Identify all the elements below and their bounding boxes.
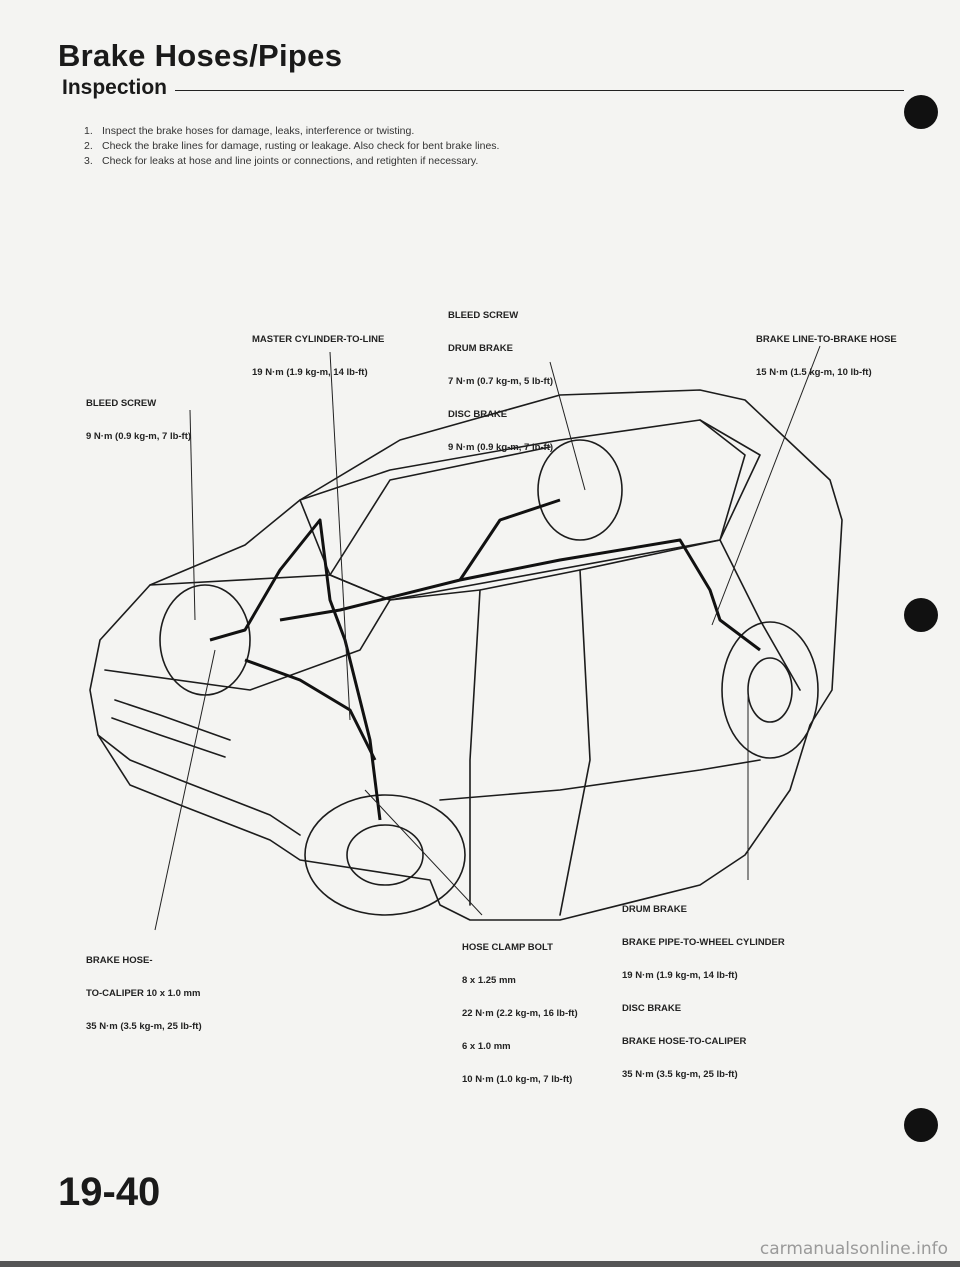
brake-line-center: [245, 660, 375, 760]
rear-wheel-right-hub: [748, 658, 792, 722]
step-item: 3. Check for leaks at hose and line joints or connections, and retighten if necessary.: [84, 155, 479, 167]
watermark: carmanualsonline.info: [759, 1239, 948, 1259]
step-item: 1. Inspect the brake hoses for damage, leaks, interference or twisting.: [84, 125, 415, 137]
label-drum-disc-rear: DRUM BRAKE BRAKE PIPE-TO-WHEEL CYLINDER 19 N·m (1.9 kg-m, 14 lb-ft) DISC BRAKE BRAKE HOSE-TO-CALIPER 35 N·m (3.5 kg-m, 25 lb-ft): [622, 904, 785, 1080]
car-side-line: [390, 540, 800, 690]
page-number: 19-40: [58, 1170, 161, 1214]
car-windshield: [330, 447, 550, 575]
page-title: Brake Hoses/Pipes: [58, 38, 343, 73]
brake-line-main: [280, 540, 760, 650]
label-bleed-screw-front: BLEED SCREW 9 N·m (0.9 kg-m, 7 lb-ft): [86, 398, 192, 442]
binder-hole-mark: [904, 1108, 938, 1142]
rear-wheel-right: [722, 622, 818, 758]
front-wheel-right: [160, 585, 250, 695]
car-rocker: [440, 760, 760, 800]
car-bumper: [98, 735, 300, 835]
car-door-line: [470, 590, 480, 905]
car-door-line-2: [560, 570, 590, 915]
brake-line-front-left: [210, 520, 380, 820]
step-item: 2. Check the brake lines for damage, rusting or leakage. Also check for bent brake lines.: [84, 140, 500, 152]
front-wheel-left: [305, 795, 465, 915]
brake-line-rear-left: [460, 500, 560, 580]
label-hose-clamp-bolt: HOSE CLAMP BOLT 8 x 1.25 mm 22 N·m (2.2 kg-m, 16 lb-ft) 6 x 1.0 mm 10 N·m (1.0 kg-m, 7 lb-ft): [462, 942, 578, 1085]
binder-hole-mark: [904, 598, 938, 632]
car-rear-window: [700, 420, 745, 540]
leader-bleed-rear: [550, 362, 585, 490]
car-grille: [112, 700, 230, 757]
label-bleed-screw-rear: BLEED SCREW DRUM BRAKE 7 N·m (0.7 kg-m, 5 lb-ft) DISC BRAKE 9 N·m (0.9 kg-m, 7 lb-ft): [448, 310, 554, 453]
front-wheel-left-hub: [347, 825, 423, 885]
label-master-cylinder: MASTER CYLINDER-TO-LINE 19 N·m (1.9 kg-m, 14 lb-ft): [252, 334, 385, 378]
binder-hole-mark: [904, 95, 938, 129]
leader-master-cylinder: [330, 352, 350, 720]
label-line-to-hose: BRAKE LINE-TO-BRAKE HOSE 15 N·m (1.5 kg-m, 10 lb-ft): [756, 334, 897, 378]
label-hose-to-caliper: BRAKE HOSE- TO-CALIPER 10 x 1.0 mm 35 N·m (3.5 kg-m, 25 lb-ft): [86, 955, 202, 1032]
section-title: Inspection: [62, 76, 168, 99]
bottom-rule: [0, 1261, 960, 1267]
